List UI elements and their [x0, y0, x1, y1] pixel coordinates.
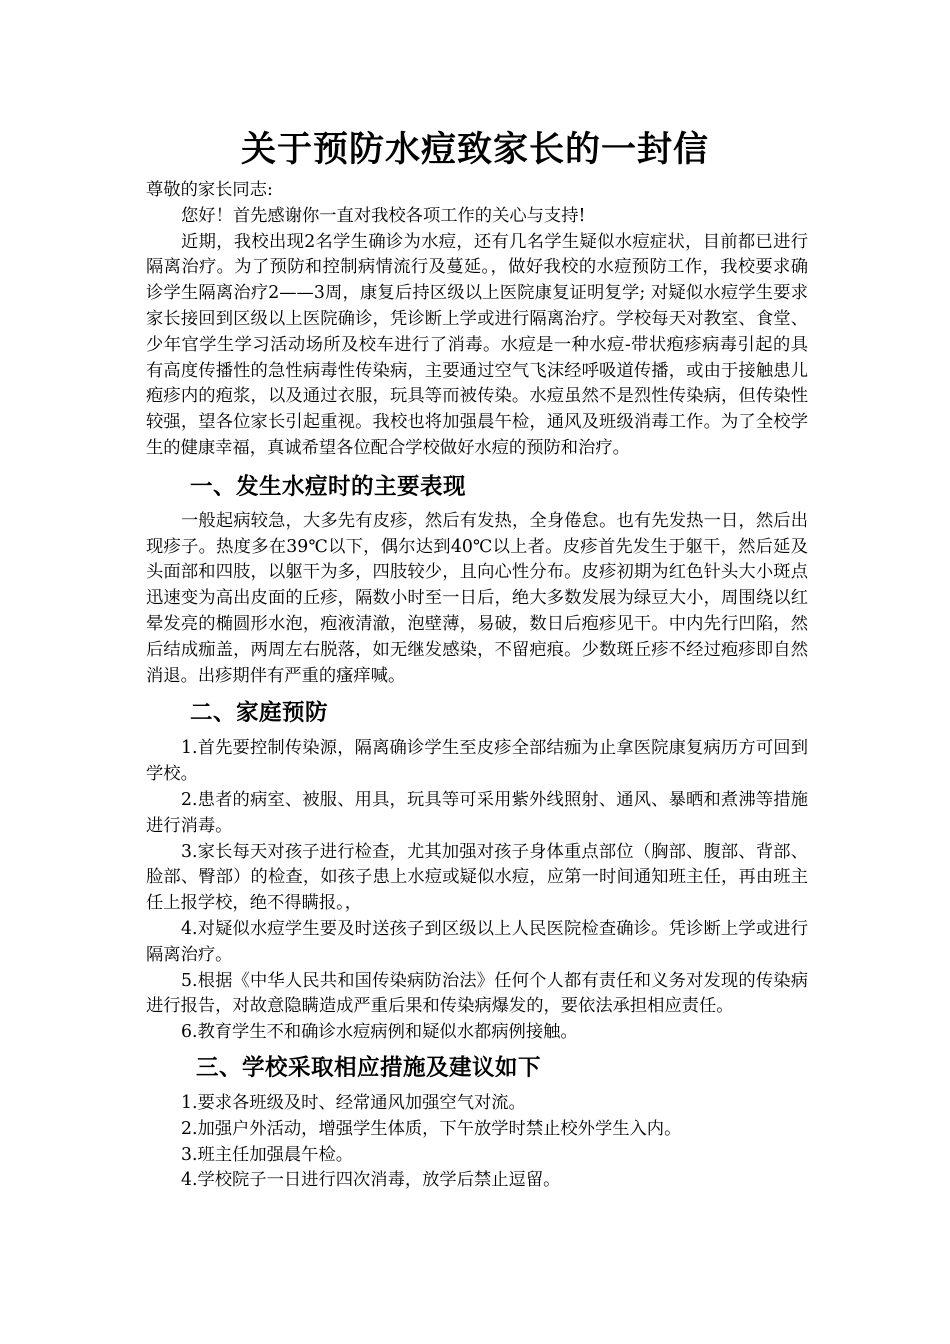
school-measure-item: 1.要求各班级及时、经常通风加强空气对流。 — [181, 1092, 526, 1113]
symptoms-paragraph: 一般起病较急，大多先有皮疹，然后有发热，全身倦怠。也有先发热一日，然后出现疹子。热度多在39℃以下，偶尔达到40℃以上者。皮疹首先发生于躯干，然后延及头面部和四肢，以躯干为多，四肢较少，且向心性分布。皮疹初期为红色针头大小斑点迅速变为高出皮面的丘疹，隔数小时至一日后，绝大多数发展为绿豆大小，周围绕以红晕发亮的椭圆形水泡，疱液清澈，泡壁薄，易破，数日后疱疹见干。中内先行凹陷，然后结成痂盖，两周左右脱落，如无继发感染，不留疤痕。少数斑丘疹不经过疱疹即自然消退。出疹期伴有严重的瘙痒喊。 — [146, 510, 808, 686]
school-measure-item: 3.班主任加强晨午检。 — [181, 1144, 354, 1165]
school-measure-item: 4.学校院子一日进行四次消毒，放学后禁止逗留。 — [181, 1170, 561, 1191]
document-title: 关于预防水痘致家长的一封信 — [240, 129, 709, 170]
home-prevention-item: 3.家长每天对孩子进行检查，尤其加强对孩子身体重点部位（胸部、腹部、背部、脸部、臀部）的检查，如孩子患上水痘或疑似水痘，应第一时间通知班主任，再由班主任上报学校，绝不得瞒报。， — [146, 841, 808, 914]
home-prevention-item: 2.患者的病室、被服、用具，玩具等可采用紫外线照射、通风、暴晒和煮沸等措施进行消毒。 — [146, 789, 808, 836]
section-heading-school-measures: 三、学校采取相应措施及建议如下 — [196, 1054, 542, 1081]
section-heading-home-prevention: 二、家庭预防 — [190, 700, 329, 727]
salutation: 尊敬的家长同志: — [146, 180, 273, 200]
home-prevention-item: 6.教育学生不和确诊水痘病例和疑似水都病例接触。 — [181, 1022, 578, 1043]
school-measure-item: 2.加强户外活动，增强学生体质，下午放学时禁止校外学生入内。 — [181, 1118, 682, 1139]
document-body — [146, 178, 808, 1194]
greeting: 您好！首先感谢你一直对我校各项工作的关心与支持! — [181, 205, 586, 226]
home-prevention-item: 4.对疑似水痘学生要及时送孩子到区级以上人民医院检查确诊。凭诊断上学或进行隔离治疗。 — [146, 918, 808, 965]
home-prevention-item: 5.根据《中华人民共和国传染病防治法》任何个人都有责任和义务对发现的传染病进行报告，对故意隐瞒造成严重后果和传染病爆发的，要依法承担相应责任。 — [146, 970, 808, 1017]
home-prevention-item: 1.首先要控制传染源，隔离确诊学生至皮疹全部结痂为止拿医院康复病历方可回到学校。 — [146, 738, 808, 785]
intro-paragraph: 近期，我校出现2名学生确诊为水痘，还有几名学生疑似水痘症状，目前都已进行隔离治疗。为了预防和控制病情流行及蔓延。，做好我校的水痘预防工作，我校要求确诊学生隔离治疗2——3周，康复后持区级以上医院康复证明复学; 对疑似水痘学生要求家长接回到区级以上医院确诊，凭诊断上学或进行隔离治疗。学校每天对教室、食堂、少年官学生学习活动场所及校车进行了消毒。水痘是一种水痘-带状疱疹病毒引起的具有高度传播性的急性病毒性传染病，主要通过空气飞沫经呼吸道传播，或由于接触患儿疱疹内的疱浆，以及通过衣服，玩具等而被传染。水痘虽然不是烈性传染病，但传染性较强，望各位家长引起重视。我校也将加强晨午检，通风及班级消毒工作。为了全校学生的健康幸福，真诚希望各位配合学校做好水痘的预防和治疗。 — [146, 231, 808, 458]
section-heading-symptoms: 一、发生水痘时的主要表现 — [190, 473, 467, 500]
